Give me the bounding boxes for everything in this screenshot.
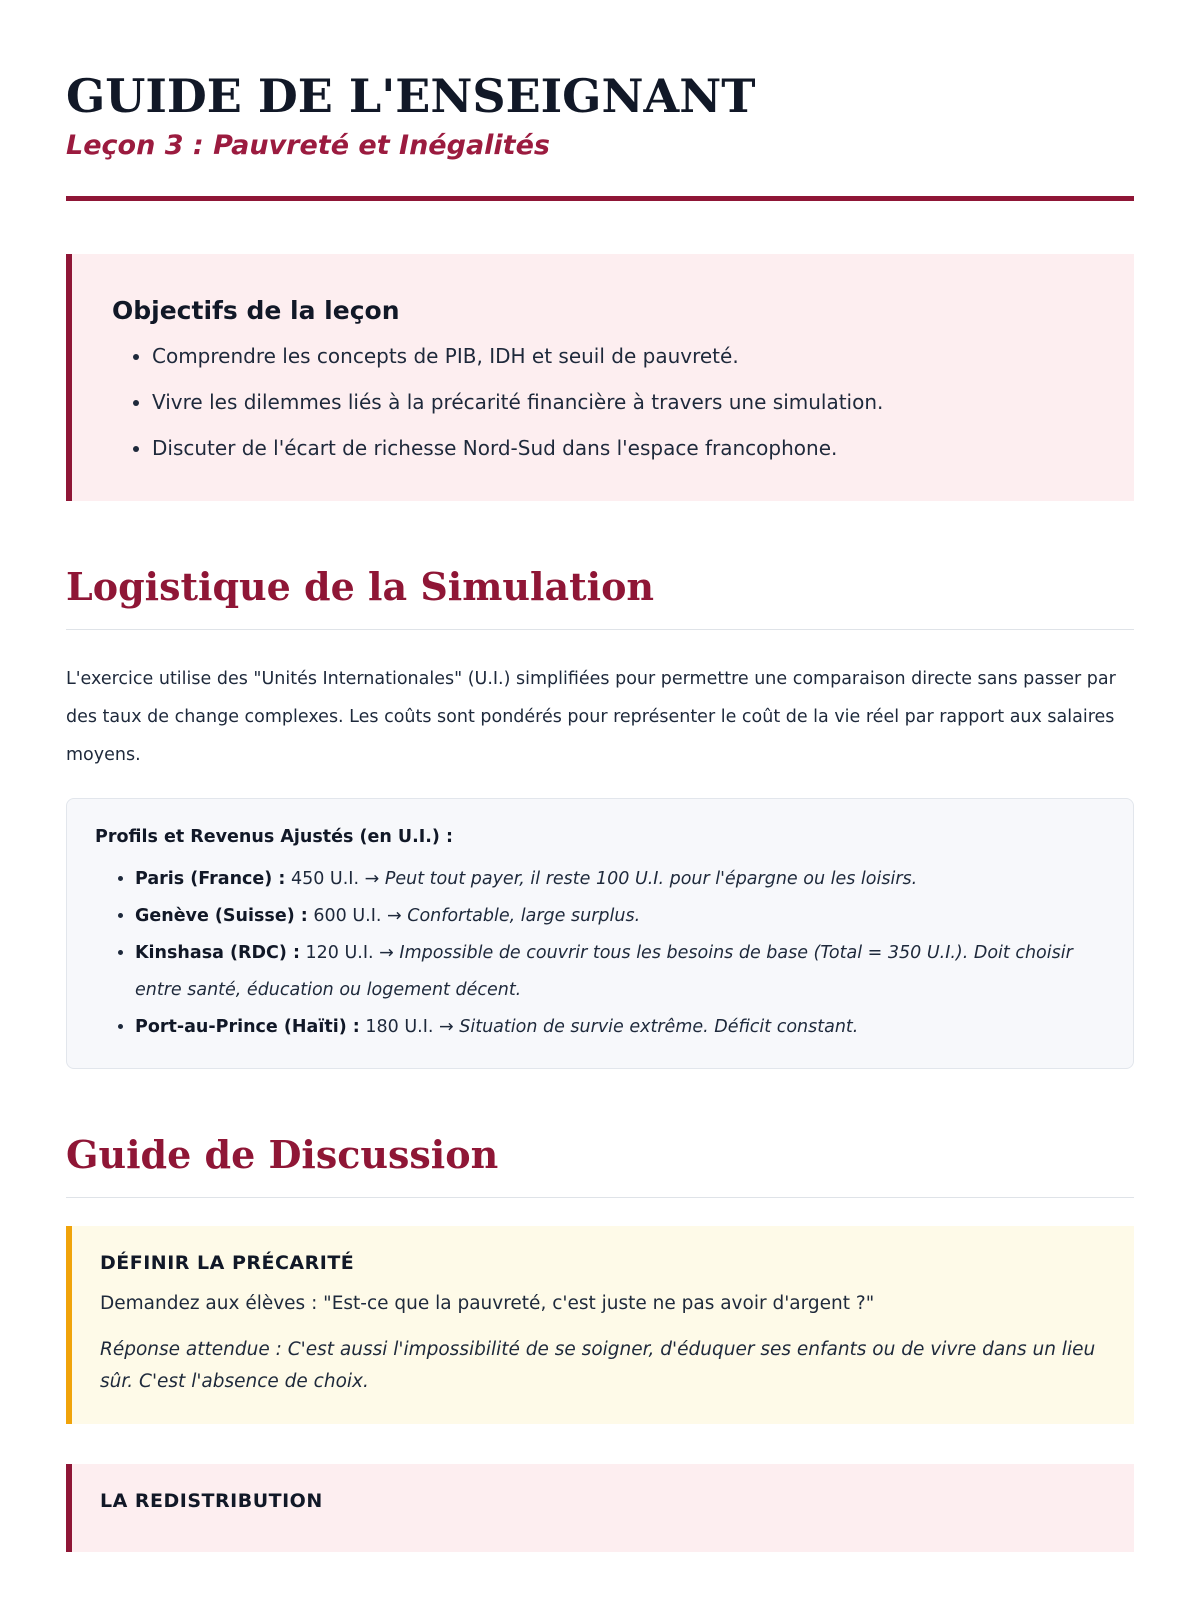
profile-note: Impossible de couvrir tous les besoins de base (Total = 350 U.I.). Doit choisir entre santé, éducation ou logement décent. (135, 943, 1073, 1000)
profile-note: Situation de survie extrême. Déficit constant. (459, 1017, 859, 1037)
section-divider (66, 629, 1134, 630)
profile-note: Peut tout payer, il reste 100 U.I. pour l'épargne ou les loisirs. (384, 869, 918, 889)
profile-place: Kinshasa (RDC) : (135, 943, 300, 963)
lesson-subtitle: Leçon 3 : Pauvreté et Inégalités (66, 130, 550, 161)
profile-income: 600 U.I. → (313, 906, 402, 926)
profiles-list (95, 861, 1105, 1046)
page-title: GUIDE DE L'ENSEIGNANT (66, 69, 756, 123)
objective-item: • Comprendre les concepts de PIB, IDH et seuil de pauvreté. (152, 333, 1094, 379)
profiles-box (66, 798, 1134, 1069)
objectives-list (112, 333, 1094, 471)
discussion-answer: Réponse attendue : C'est aussi l'impossibilité de se soigner, d'éduquer ses enfants ou de vivre dans un lieu sûr. C'est l'absence de choix. (100, 1339, 1096, 1392)
objectives-title: Objectifs de la leçon (112, 296, 400, 325)
objective-item: • Discuter de l'écart de richesse Nord-Sud dans l'espace francophone. (152, 425, 1094, 471)
profile-note: Confortable, large surplus. (407, 906, 641, 926)
discussion-question: Demandez aux élèves : "Est-ce que la pauvreté, c'est juste ne pas avoir d'argent ?" (100, 1293, 875, 1314)
discussion-block-redistribution (66, 1464, 1134, 1552)
objective-item: • Vivre les dilemmes liés à la précarité financière à travers une simulation. (152, 379, 1094, 425)
discussion-title: Guide de Discussion (66, 1132, 499, 1177)
profile-place: Paris (France) : (135, 869, 286, 889)
profile-income: 120 U.I. → (305, 943, 394, 963)
profile-place: Genève (Suisse) : (135, 906, 308, 926)
discussion-heading: LA REDISTRIBUTION (100, 1490, 323, 1512)
profiles-title: Profils et Revenus Ajustés (en U.I.) : (95, 827, 454, 847)
discussion-heading: DÉFINIR LA PRÉCARITÉ (100, 1252, 355, 1274)
discussion-block-precarity (66, 1226, 1134, 1424)
objectives-box (66, 254, 1134, 501)
profile-item (135, 898, 1105, 935)
title-divider (66, 196, 1134, 201)
profile-item (135, 1009, 1105, 1046)
section-divider (66, 1197, 1134, 1198)
profile-income: 180 U.I. → (365, 1017, 454, 1037)
logistics-title: Logistique de la Simulation (66, 564, 655, 609)
logistics-intro: L'exercice utilise des "Unités Internationales" (U.I.) simplifiées pour permettre une comparaison directe sans passer par des taux de change complexes. Les coûts sont pondérés pour représenter le coût de la vie réel par rapport aux salaires moyens. (66, 669, 1116, 765)
profile-place: Port-au-Prince (Haïti) : (135, 1017, 360, 1037)
profile-item (135, 861, 1105, 898)
profile-item (135, 935, 1105, 1009)
profile-income: 450 U.I. → (290, 869, 380, 889)
